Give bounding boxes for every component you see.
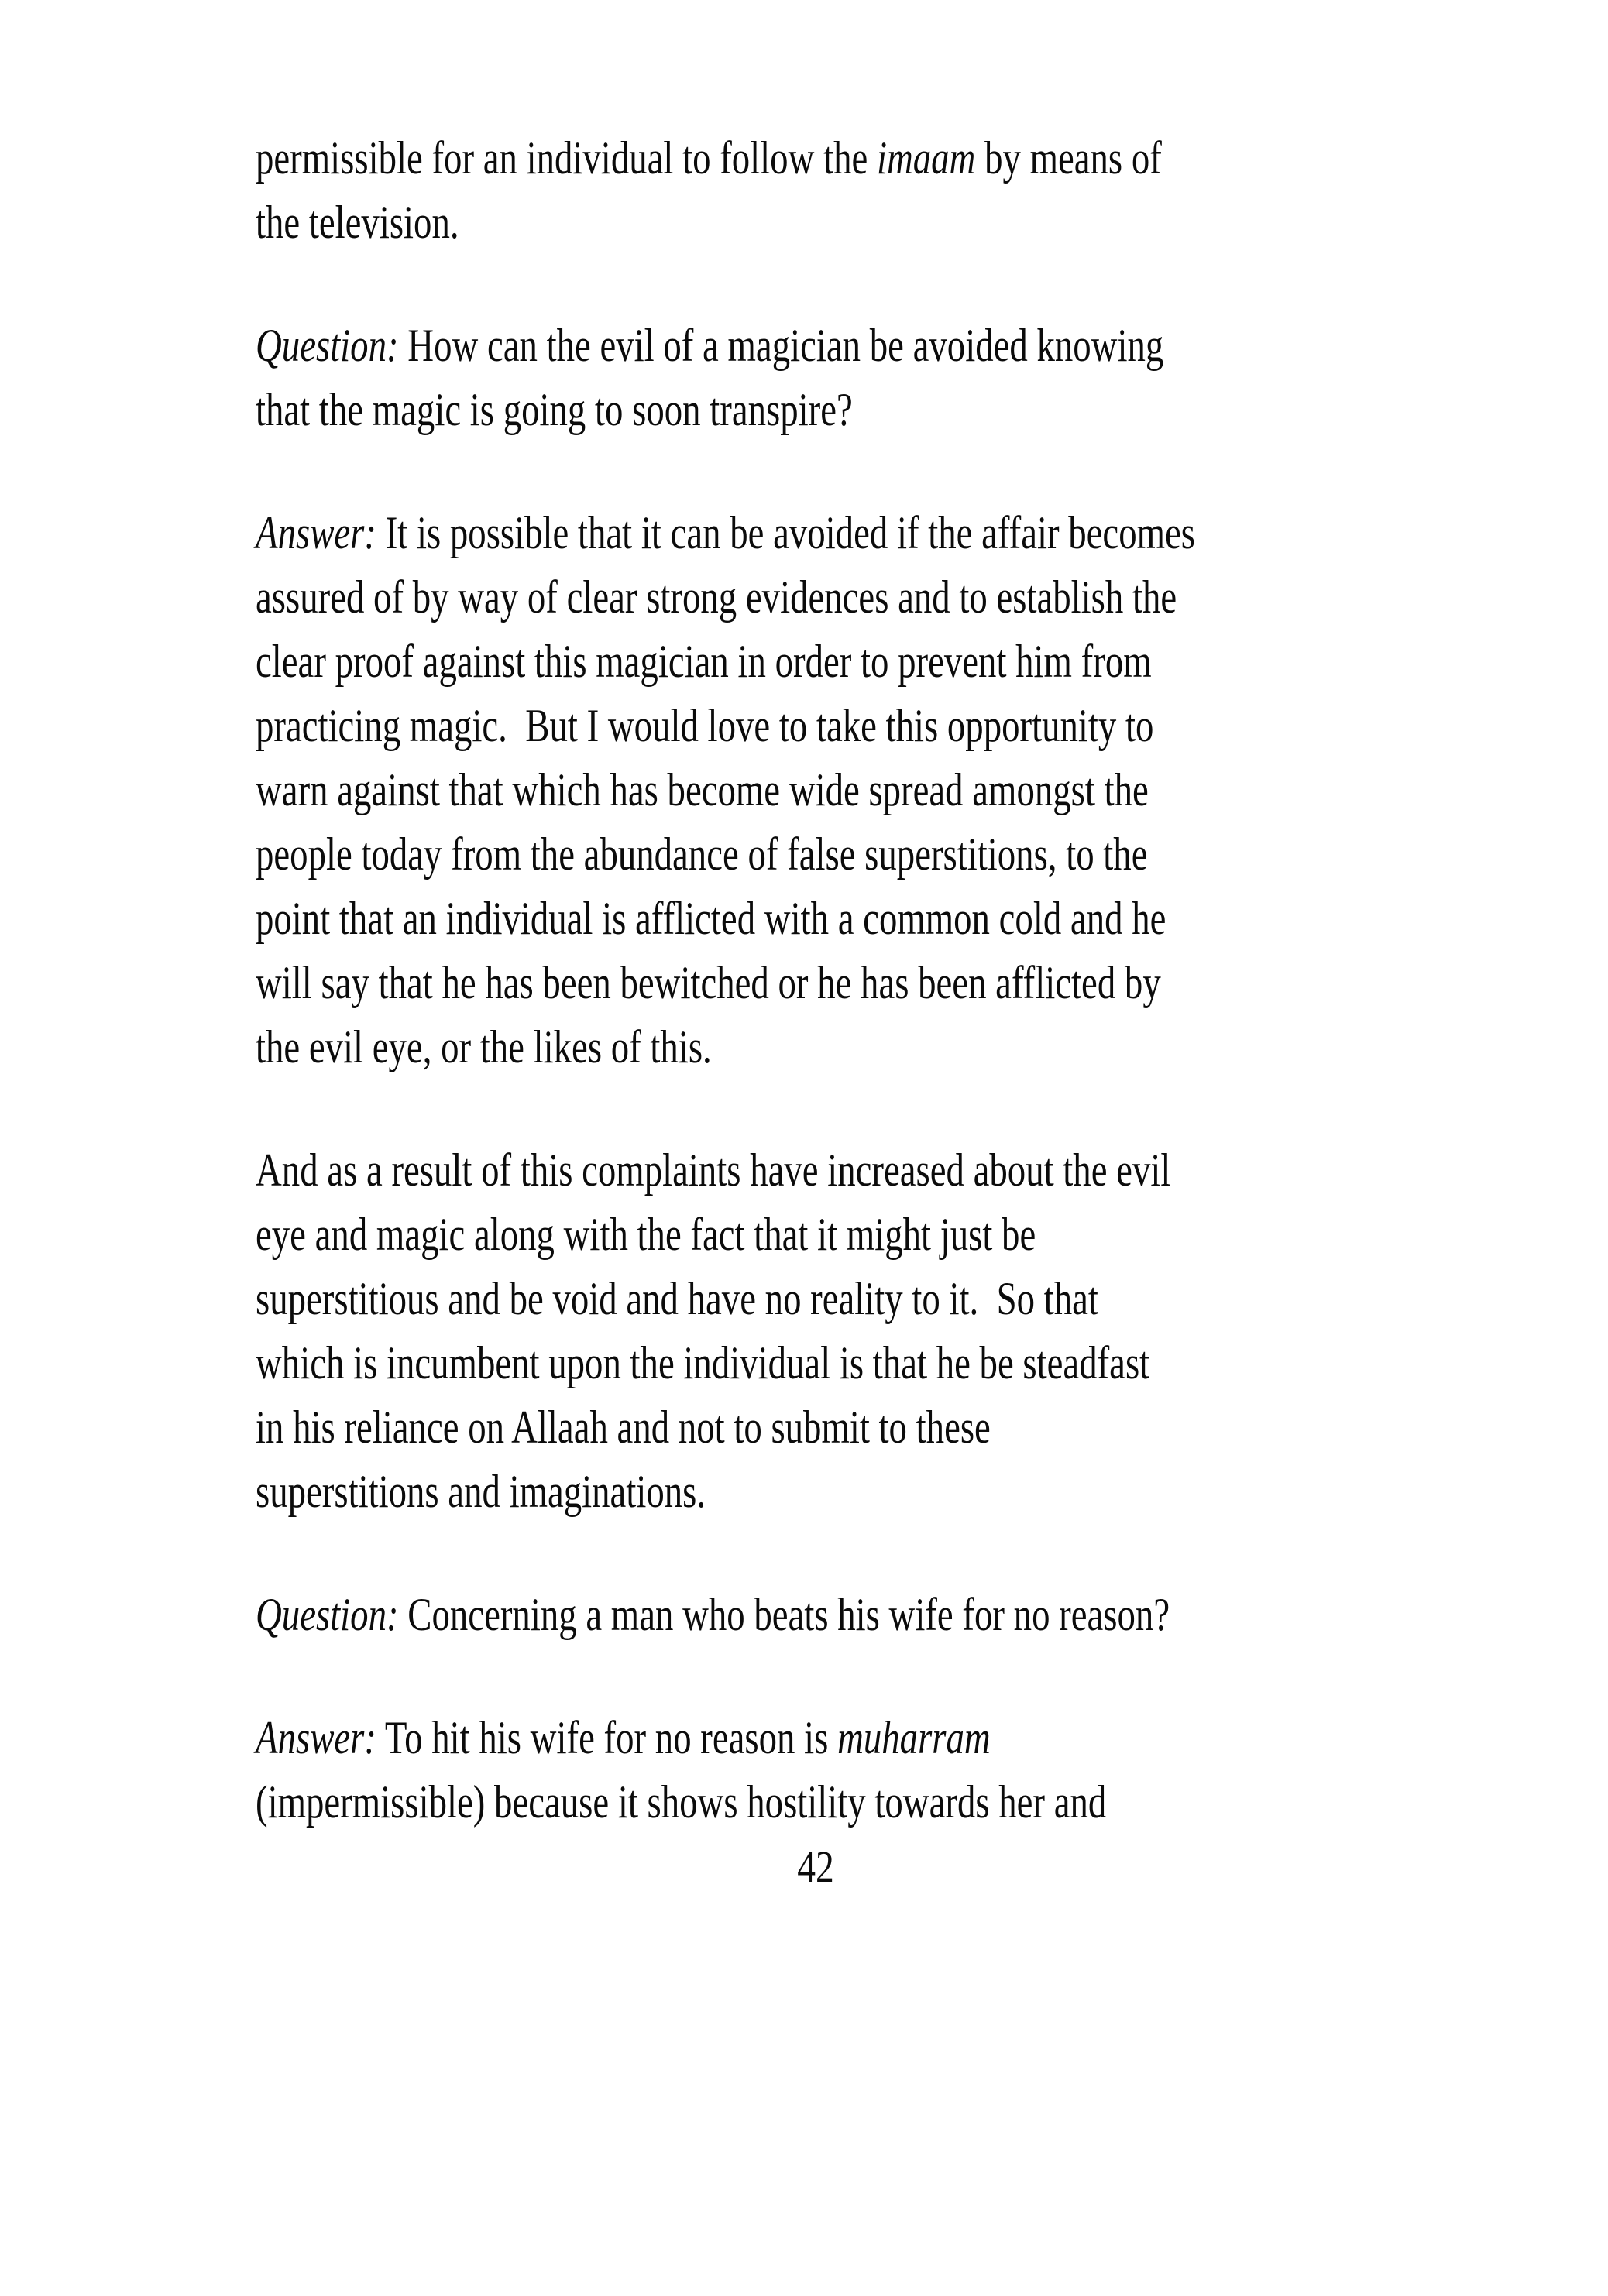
- italic-text-run: imaam: [876, 132, 976, 184]
- text-line: [256, 1583, 1170, 1647]
- text-run: people today from the abundance of false superstitions, to the: [256, 829, 1148, 880]
- text-run: point that an individual is afflicted with a common cold and he: [256, 893, 1166, 944]
- text-block: [256, 126, 1376, 1899]
- text-run: superstitions and imaginations.: [256, 1466, 706, 1517]
- paragraph-question-magician: [256, 314, 1376, 442]
- text-line: [256, 1331, 1150, 1395]
- paragraph-answer-wife: [256, 1706, 1376, 1834]
- text-line: [256, 887, 1166, 951]
- text-run: superstitious and be void and have no reality to it. So that: [256, 1273, 1098, 1324]
- text-run: And as a result of this complaints have increased about the evil: [256, 1145, 1171, 1196]
- text-line: [256, 126, 1162, 190]
- text-run: assured of by way of clear strong evidences and to establish the: [256, 571, 1177, 623]
- text-line: [256, 378, 1129, 442]
- text-line: [256, 822, 1148, 887]
- text-line: [256, 314, 1164, 378]
- text-line: [256, 1706, 1129, 1770]
- text-line: [256, 190, 1129, 255]
- paragraph-answer-magician: [256, 501, 1376, 1079]
- text-run: (impermissible) because it shows hostility towards her and: [256, 1776, 1107, 1828]
- text-run: To hit his wife for no reason is: [376, 1712, 838, 1763]
- text-line: [256, 501, 1195, 565]
- text-run: by means of: [975, 132, 1162, 184]
- paragraph-result: [256, 1138, 1376, 1524]
- text-run: the evil eye, or the likes of this.: [256, 1021, 712, 1072]
- text-run: It is possible that it can be avoided if the affair becomes: [376, 507, 1195, 558]
- text-line: [256, 1770, 1129, 1834]
- text-run: practicing magic. But I would love to take this opportunity to: [256, 700, 1154, 751]
- text-line: [256, 694, 1154, 758]
- italic-text-run: Question:: [256, 320, 399, 371]
- paragraph-continuation: [256, 126, 1376, 255]
- paragraph-question-wife: [256, 1583, 1376, 1647]
- text-line: [256, 758, 1149, 822]
- text-run: Concerning a man who beats his wife for no reason?: [398, 1589, 1170, 1640]
- text-run: clear proof against this magician in order to prevent him from: [256, 636, 1152, 687]
- text-run: that the magic is going to soon transpire?: [256, 384, 853, 435]
- text-run: warn against that which has become wide spread amongst the: [256, 764, 1149, 815]
- text-run: permissible for an individual to follow the: [256, 132, 877, 184]
- text-line: [256, 1267, 1129, 1331]
- text-run: in his reliance on Allaah and not to submit to these: [256, 1402, 991, 1453]
- text-line: [256, 1460, 1129, 1524]
- text-line: [256, 1015, 1129, 1079]
- italic-text-run: Answer:: [256, 1712, 376, 1763]
- text-run: which is incumbent upon the individual is that he be steadfast: [256, 1337, 1150, 1388]
- text-line: [256, 630, 1152, 694]
- text-line: [256, 1395, 1129, 1460]
- text-run: the television.: [256, 197, 459, 248]
- italic-text-run: Answer:: [256, 507, 376, 558]
- text-run: eye and magic along with the fact that it might just be: [256, 1209, 1036, 1260]
- page-number: 42: [797, 1841, 834, 1892]
- text-run: will say that he has been bewitched or he has been afflicted by: [256, 957, 1161, 1008]
- text-run: How can the evil of a magician be avoided knowing: [398, 320, 1164, 371]
- text-line: [256, 951, 1161, 1015]
- text-line: [256, 1138, 1171, 1203]
- text-line: [256, 1203, 1129, 1267]
- text-line: [256, 565, 1177, 630]
- italic-text-run: Question:: [256, 1589, 399, 1640]
- italic-text-run: muharram: [837, 1712, 991, 1763]
